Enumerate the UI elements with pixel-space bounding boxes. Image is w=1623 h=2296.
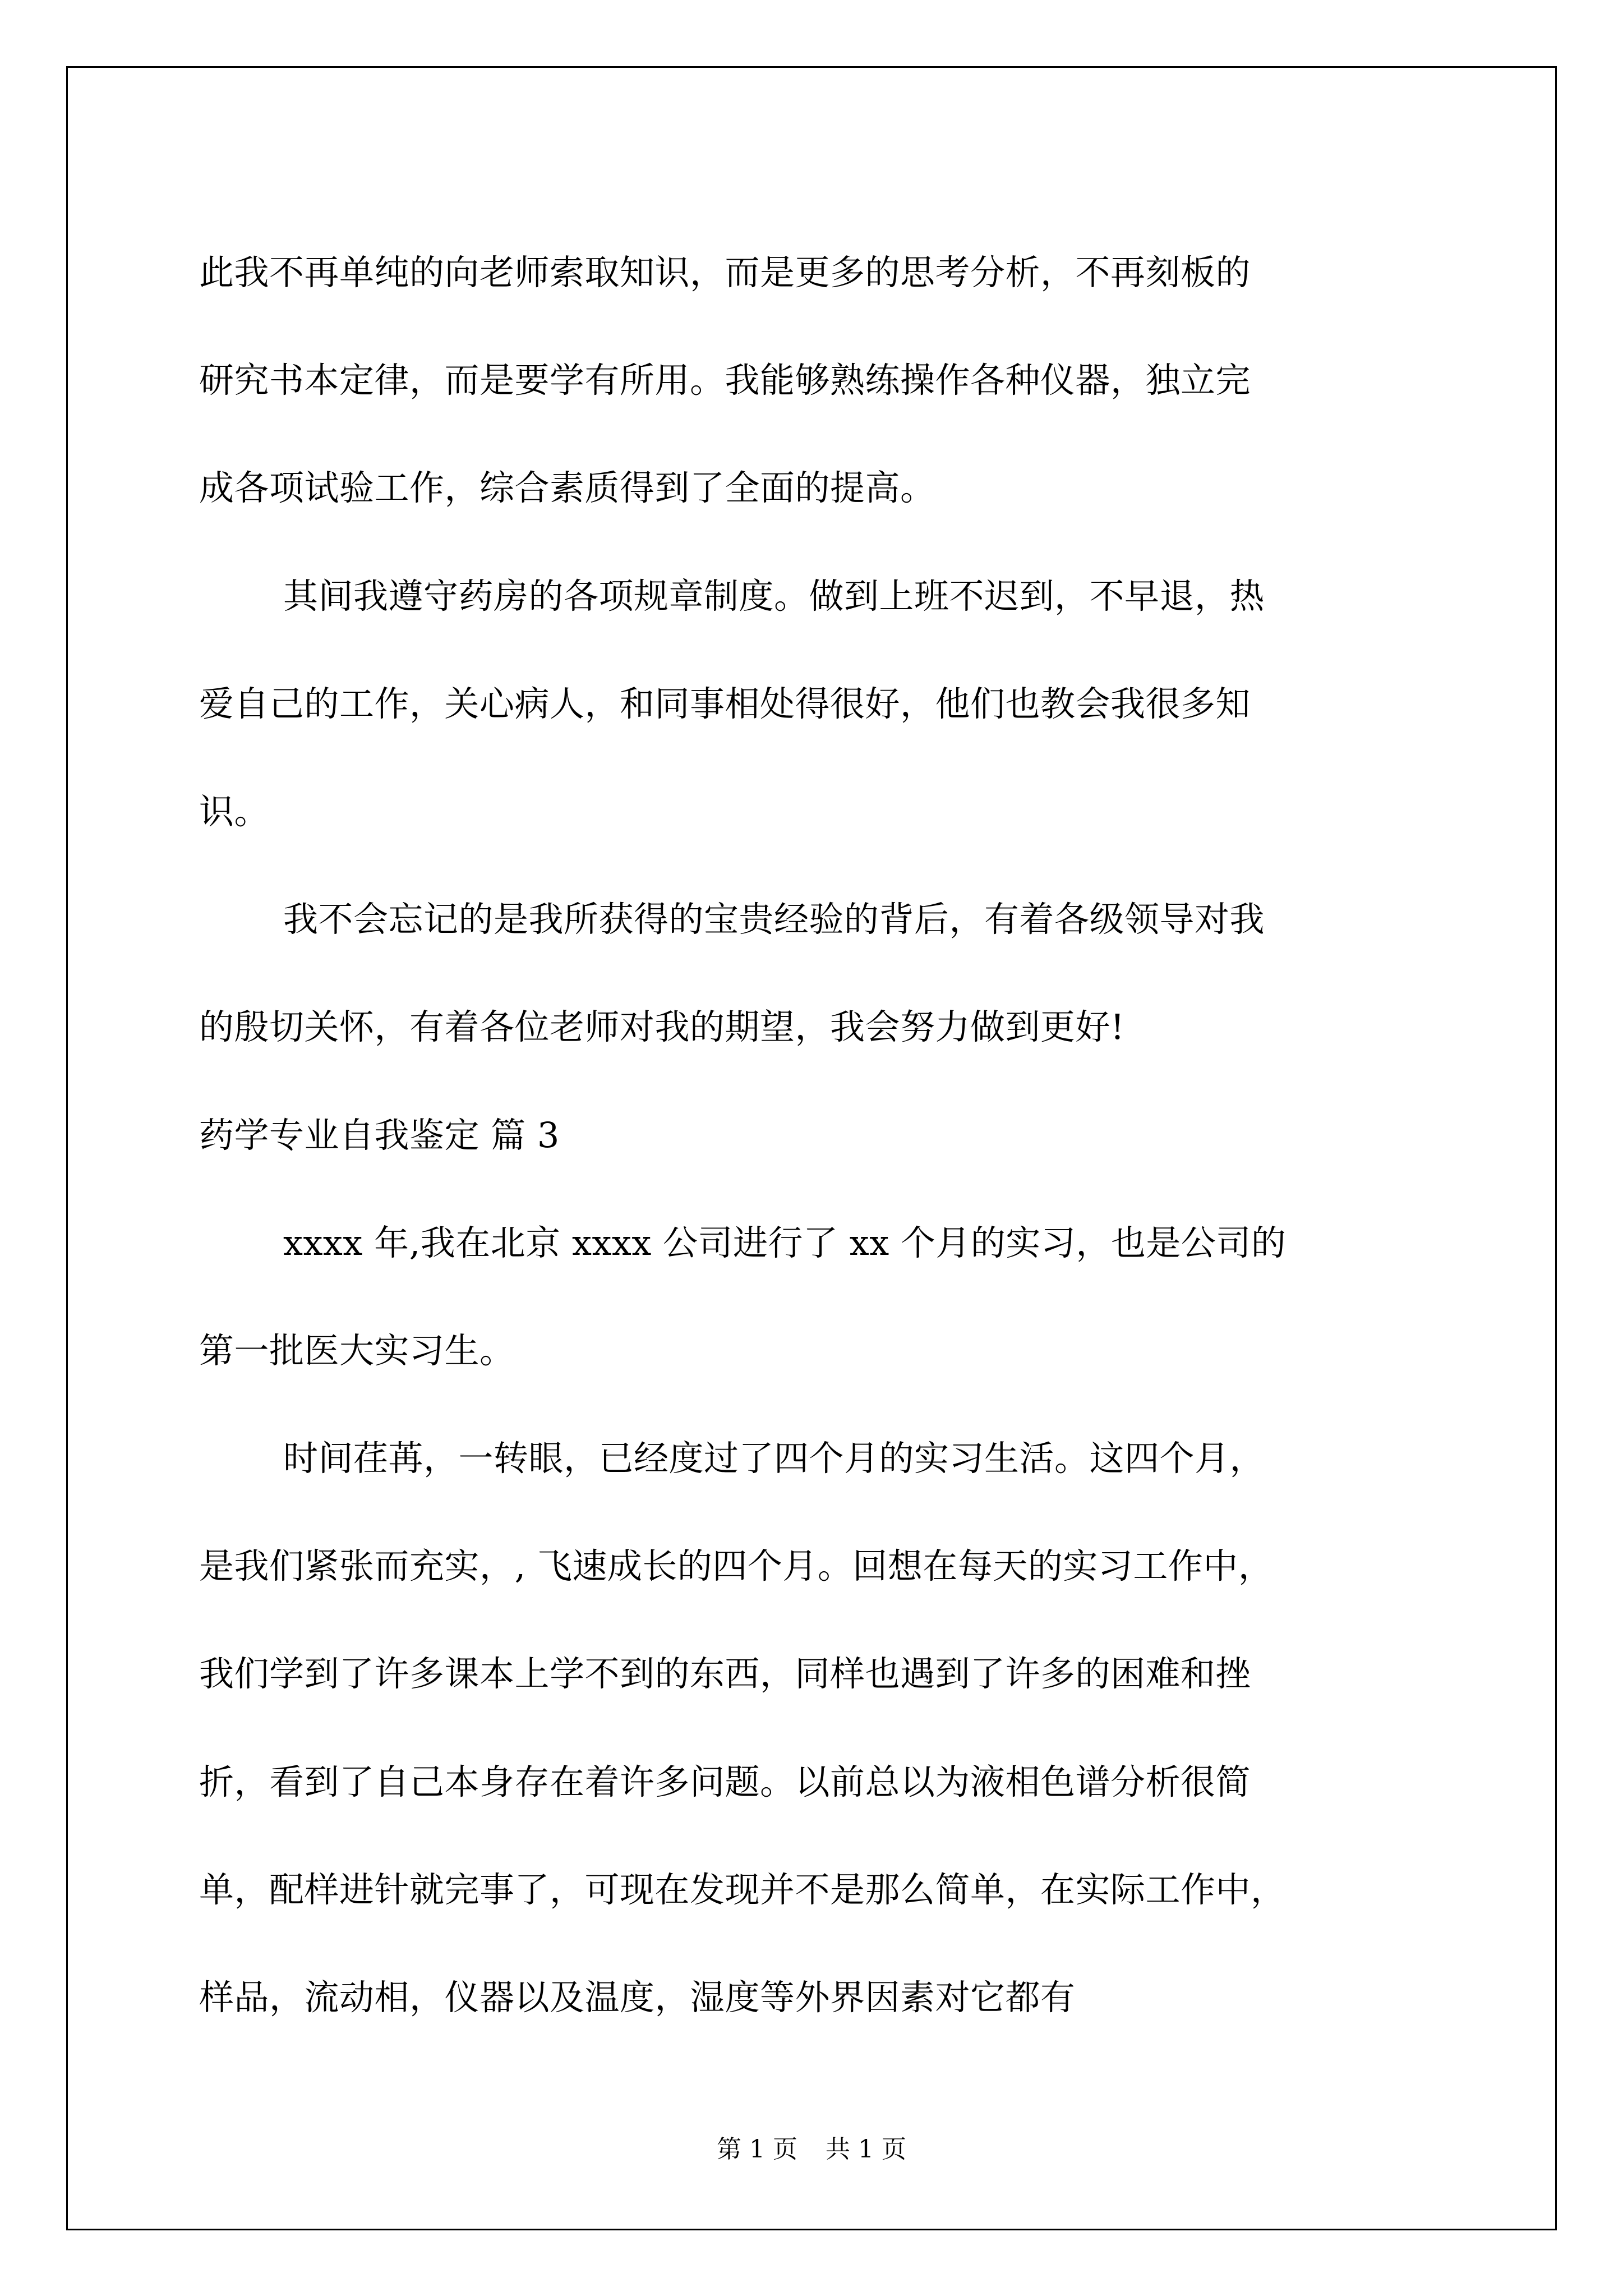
text-line: 样品，流动相，仪器以及温度，湿度等外界因素对它都有 — [199, 1977, 1076, 2018]
page-footer — [0, 2133, 1623, 2166]
page-total: 共 1 页 — [826, 2135, 906, 2164]
text-line: 此我不再单纯的向老师索取知识，而是更多的思考分析，不再刻板的 — [199, 252, 1251, 293]
text-line: 研究书本定律，而是要学有所用。我能够熟练操作各种仪器，独立完 — [199, 360, 1251, 401]
text-line: 爱自己的工作，关心病人，和同事相处得很好，他们也教会我很多知 — [199, 683, 1251, 724]
paragraph-start-line: 其间我遵守药房的各项规章制度。做到上班不迟到，不早退，热 — [283, 575, 1265, 616]
paragraph-start-line: 我不会忘记的是我所获得的宝贵经验的背后，有着各级领导对我 — [283, 899, 1265, 940]
text-line: 识。 — [199, 790, 270, 832]
text-line: 成各项试验工作，综合素质得到了全面的提高。 — [199, 467, 935, 509]
text-line: 是我们紧张而充实，, 飞速成长的四个月。回想在每天的实习工作中， — [199, 1545, 1274, 1587]
page-number: 第 1 页 — [717, 2135, 797, 2164]
text-line: 的殷切关怀，有着各位老师对我的期望，我会努力做到更好! — [199, 1006, 1125, 1048]
text-line: 第一批医大实习生。 — [199, 1329, 515, 1371]
document-body — [199, 219, 1467, 2051]
paragraph-start-line: 时间荏苒，一转眼，已经度过了四个月的实习生活。这四个月， — [283, 1438, 1265, 1479]
section-heading: 药学专业自我鉴定 篇 3 — [199, 1114, 560, 1156]
text-line: 折，看到了自己本身存在着许多问题。以前总以为液相色谱分析很简 — [199, 1761, 1251, 1802]
text-line: 单，配样进针就完事了，可现在发现并不是那么简单，在实际工作中， — [199, 1869, 1286, 1910]
text-line: 我们学到了许多课本上学不到的东西，同样也遇到了许多的困难和挫 — [199, 1653, 1251, 1695]
paragraph-start-line: xxxx 年,我在北京 xxxx 公司进行了 xx 个月的实习，也是公司的 — [283, 1222, 1287, 1263]
